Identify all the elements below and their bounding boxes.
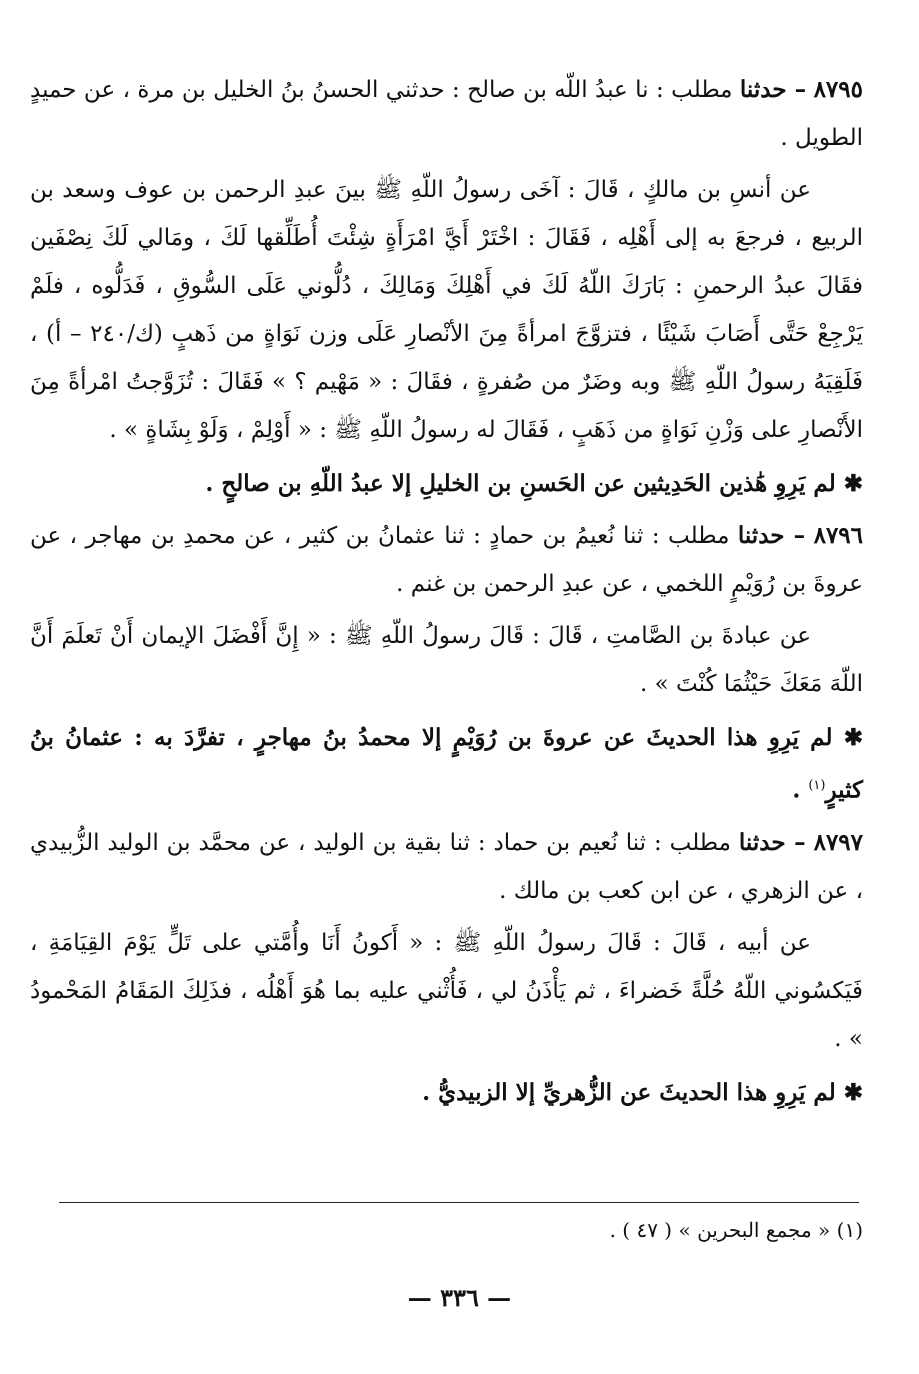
comment-end: . — [792, 776, 809, 804]
footnote: (١) « مجمع البحرين » ( ٤٧ ) . — [609, 1218, 863, 1242]
page-number: — ٣٣٦ — — [407, 1283, 512, 1312]
hadith-8796-isnad — [30, 512, 863, 608]
hadith-8795-matn: عن أنسِ بن مالكٍ ، قَالَ : آخَى رسولُ اللّهِ ﷺ بينَ عبدِ الرحمن بن عوف وسعد بن الربيع ، فرجعَ به إلى أَهْلِه ، فَقَالَ : اخْتَرْ أَيَّ امْرَأَةٍ شِئْتَ أُطَلِّقها لَكَ ، ومَالي لَكَ نِصْفَين فقَالَ عبدُ الرحمنِ : بَارَكَ اللّهُ لَكَ في أَهْلِكَ وَمَالِكَ ، دُلُّوني عَلَى السُّوقِ ، فَدَلُّوه ، فلَمْ يَرْجِعْ حَتَّى أَصَابَ شَيْئًا ، فتزوَّجَ امرأةً مِنَ الأنْصارِ عَلَى وزن نَوَاةٍ من ذَهبٍ (ك/٢٤٠ – أ) ، فَلَقِيَهُ رسولُ اللّهِ ﷺ وبه وضَرٌ من صُفرةٍ ، فقَالَ : « مَهْيم ؟ » فَقَالَ : تُزَوَّجتُ امْرأةً مِنَ الأَنْصارِ على وَزْنِ نَوَاةٍ من ذَهَبٍ ، فَقَالَ له رسولُ اللّهِ ﷺ : « أَوْلِمْ ، وَلَوْ بِشَاةٍ » . — [30, 177, 863, 443]
page-body — [30, 66, 863, 1117]
hadith-8796-comment — [30, 714, 863, 815]
hadith-8795-comment: ✱ لم يَرِوِ هَٰذين الحَدِيثين عن الحَسنِ بن الخليلِ إلا عبدُ اللّهِ بن صالحٍ . — [205, 470, 863, 497]
hadith-8797-matn: عن أبيه ، قَالَ : قَالَ رسولُ اللّهِ ﷺ : « أَكونُ أَنَا وأُمَّتي على تَلٍّ يَوْمَ القِيَامَةِ ، فَيَكسُوني اللّهُ حُلَّةً خَضراءَ ، ثم يَأْذَنُ لي ، فَأُثْني عليه بما هُوَ أَهْلُه ، فذَلِكَ المَقَامُ المَحْمودُ » . — [30, 929, 863, 1052]
hadith-number: ٨٧٩٦ — [813, 522, 864, 549]
hadith-8796-matn: عن عبادةَ بن الصَّامتِ ، قَالَ : قَالَ رسولُ اللّهِ ﷺ : « إِنَّ أَفْضَلَ الإيمان أَنْ تَعلَمَ أَنَّ اللّهَ مَعَكَ حَيْثُمَا كُنْتَ » . — [30, 623, 863, 697]
hadith-number: ٨٧٩٥ — [813, 76, 863, 103]
footnote-reference: (١) — [808, 778, 826, 793]
hadith-number: ٨٧٩٧ — [813, 828, 864, 856]
hadith-8797-isnad — [30, 819, 863, 915]
hadith-8797-comment: ✱ لم يَرِوِ هذا الحديثَ عن الزُّهريِّ إلا الزبيديُّ . — [422, 1078, 863, 1106]
haddathana-label: – حدثنا — [739, 76, 807, 103]
isnad-text: مطلب : نا عبدُ اللّه بن صالح : حدثني الحسنُ بنُ الخليل بن مرة ، عن حميدٍ الطويل . — [30, 77, 863, 151]
comment-text: ✱ لم يَرِوِ هذا الحديثَ عن عروةَ بن رُوَيْمٍ إلا محمدُ بنُ مهاجرٍ ، تفرَّدَ به : عثمانُ بنُ كثيرٍ — [30, 724, 863, 804]
hadith-8795-isnad — [30, 66, 863, 162]
haddathana-label: – حدثنا — [737, 522, 806, 549]
isnad-text: مطلب : ثنا نُعيمُ بن حمادٍ : ثنا عثمانُ بن كثير ، عن محمدِ بن مهاجر ، عن عروةَ بن رُوَيْمٍ اللخمي ، عن عبدِ الرحمن بن غنم . — [30, 523, 863, 597]
haddathana-label: – حدثنا — [738, 828, 806, 856]
isnad-text: مطلب : ثنا نُعيم بن حماد : ثنا بقية بن الوليد ، عن محمَّد بن الوليد الزُّبيدي ، عن الزهري ، عن ابن كعب بن مالك . — [30, 829, 863, 904]
footnote-divider — [59, 1202, 859, 1203]
